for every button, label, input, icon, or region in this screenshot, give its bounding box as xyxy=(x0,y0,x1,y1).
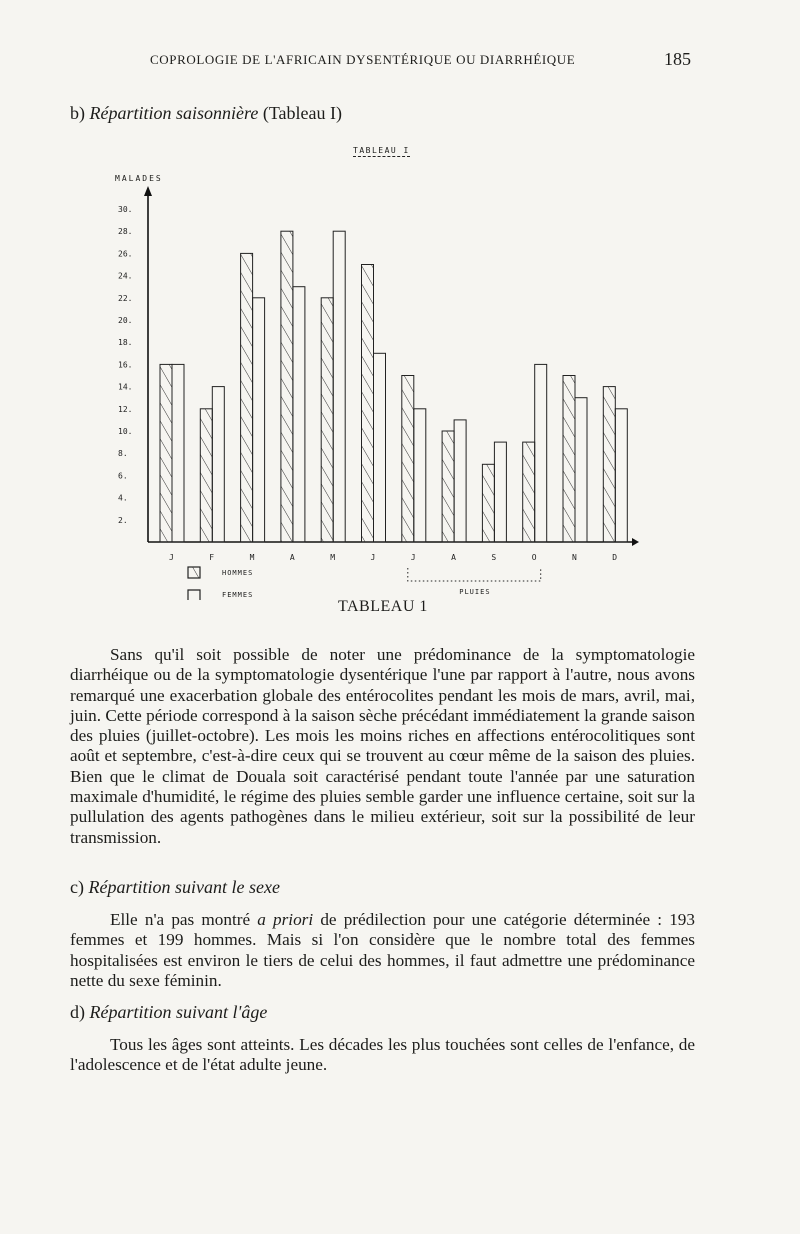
x-tick-label: F xyxy=(209,553,215,562)
rainy-season-label: PLUIES xyxy=(459,588,491,596)
x-tick-label: D xyxy=(612,553,618,562)
paragraph-age xyxy=(70,1035,695,1076)
bar-femmes xyxy=(172,364,184,542)
chart-y-labels xyxy=(118,205,132,525)
bar-femmes xyxy=(414,409,426,542)
bar-hommes xyxy=(241,253,253,542)
bar-hommes xyxy=(523,442,535,542)
bar-hommes xyxy=(563,376,575,543)
chart-y-axis-label: MALADES xyxy=(115,174,163,183)
bar-hommes xyxy=(603,387,615,542)
bar-hommes xyxy=(281,231,293,542)
chart-legend xyxy=(188,567,541,600)
y-tick-label: 24. xyxy=(118,271,133,281)
y-tick-label: 30. xyxy=(118,205,133,214)
paragraph-sex xyxy=(70,910,695,991)
x-tick-label: N xyxy=(572,553,577,562)
y-tick-label: 16. xyxy=(118,360,133,370)
bar-femmes xyxy=(615,409,627,542)
x-tick-label: J xyxy=(169,553,174,562)
y-tick-label: 4. xyxy=(118,493,128,503)
paragraph-age-text: Tous les âges sont atteints. Les décades les plus touchées sont celles de l'enfance, de l'adolescence et de l'état adulte jeune. xyxy=(70,1035,695,1075)
paragraph-sex-italic: a priori xyxy=(257,910,314,929)
chart-x-labels xyxy=(169,553,617,562)
bar-hommes xyxy=(402,376,414,543)
bar-hommes xyxy=(362,265,374,543)
legend-hommes-label: HOMMES xyxy=(222,569,254,577)
section-c-label: c) xyxy=(70,877,84,897)
bar-femmes xyxy=(575,398,587,542)
y-tick-label: 14. xyxy=(118,382,133,392)
x-tick-label: A xyxy=(289,553,295,562)
legend-femmes-label: FEMMES xyxy=(222,591,254,599)
y-tick-label: 22. xyxy=(118,293,133,303)
section-d-heading xyxy=(70,1002,267,1023)
y-tick-label: 6. xyxy=(118,471,128,481)
chart-bars xyxy=(160,231,627,542)
section-c-title: Répartition suivant le sexe xyxy=(88,877,280,897)
y-tick-label: 2. xyxy=(118,515,128,525)
bar-femmes xyxy=(253,298,265,542)
y-tick-label: 8. xyxy=(118,449,128,459)
paragraph-seasonal xyxy=(70,645,695,848)
bar-hommes xyxy=(321,298,333,542)
paragraph-sex-end: de prédilection pour une catégorie déterminée : 193 femmes et 199 hommes. Mais si l'on considère que le nombre total des femmes hospitalisées est environ le tiers de celui des hommes, il faut admettre une prédominance nette du sexe féminin. xyxy=(70,910,695,990)
section-b-label: b) xyxy=(70,103,85,123)
bar-hommes xyxy=(200,409,212,542)
bar-femmes xyxy=(454,420,466,542)
section-b-ref: (Tableau I) xyxy=(262,103,343,123)
y-tick-label: 10. xyxy=(118,427,133,436)
rainy-season-bracket xyxy=(408,568,541,581)
legend-hatched-swatch xyxy=(188,567,200,578)
y-tick-label: 12. xyxy=(118,404,133,414)
y-tick-label: 20. xyxy=(118,316,133,325)
bar-femmes xyxy=(333,231,345,542)
chart-small-title: TABLEAU I xyxy=(353,146,410,155)
x-tick-label: M xyxy=(249,553,255,562)
section-c-heading xyxy=(70,877,280,898)
paragraph-sex-start: Elle n'a pas montré xyxy=(110,910,258,929)
x-tick-label: J xyxy=(370,553,376,562)
bar-femmes xyxy=(535,364,547,542)
y-tick-label: 18. xyxy=(118,338,133,348)
section-d-title: Répartition suivant l'âge xyxy=(89,1002,268,1022)
section-d-label: d) xyxy=(70,1002,85,1022)
bar-femmes xyxy=(374,353,386,542)
y-tick-label: 28. xyxy=(118,227,133,237)
x-tick-label: J xyxy=(410,553,416,562)
paragraph-seasonal-text: Sans qu'il soit possible de noter une prédominance de la symptomatologie diarrhéique ou de la symptomatologie dysentérique l'une par rapport à l'autre, nous avons remarqué une exacerbation globale des entérocolites pendant les mois de mars, avril, mai, juin. Cette période correspond à la saison sèche précédant immédiatement la grande saison des pluies (juillet-octobre). Les mois les moins riches en affections entérocolitiques sont août et septembre, c'est-à-dire ceux qui se trouvent au cœur même de la saison des pluies. Bien que le climat de Douala soit caractérisé pendant toute l'année par une saturation maximale d'humidité, le régime des pluies semble garder une influence certaine, soit sur la pullulation des agents pathogènes dans le milieu extérieur, soit sur la possibilité de leur transmission. xyxy=(70,645,695,847)
bar-hommes xyxy=(482,464,494,542)
bar-femmes xyxy=(494,442,506,542)
x-tick-label: O xyxy=(531,553,537,562)
legend-empty-swatch xyxy=(188,590,200,600)
page-number: 185 xyxy=(664,49,691,69)
section-b-title: Répartition saisonnière xyxy=(89,103,259,123)
x-tick-label: M xyxy=(330,553,336,562)
running-header: COPROLOGIE DE L'AFRICAIN DYSENTÉRIQUE OU DIARRHÉIQUE xyxy=(150,52,576,67)
x-tick-label: S xyxy=(491,553,497,562)
chart-caption: TABLEAU 1 xyxy=(338,598,428,615)
bar-femmes xyxy=(212,387,224,542)
bar-femmes xyxy=(293,287,305,542)
y-tick-label: 26. xyxy=(118,249,133,259)
bar-hommes xyxy=(442,431,454,542)
x-tick-label: A xyxy=(451,553,456,562)
bar-hommes xyxy=(160,364,172,542)
